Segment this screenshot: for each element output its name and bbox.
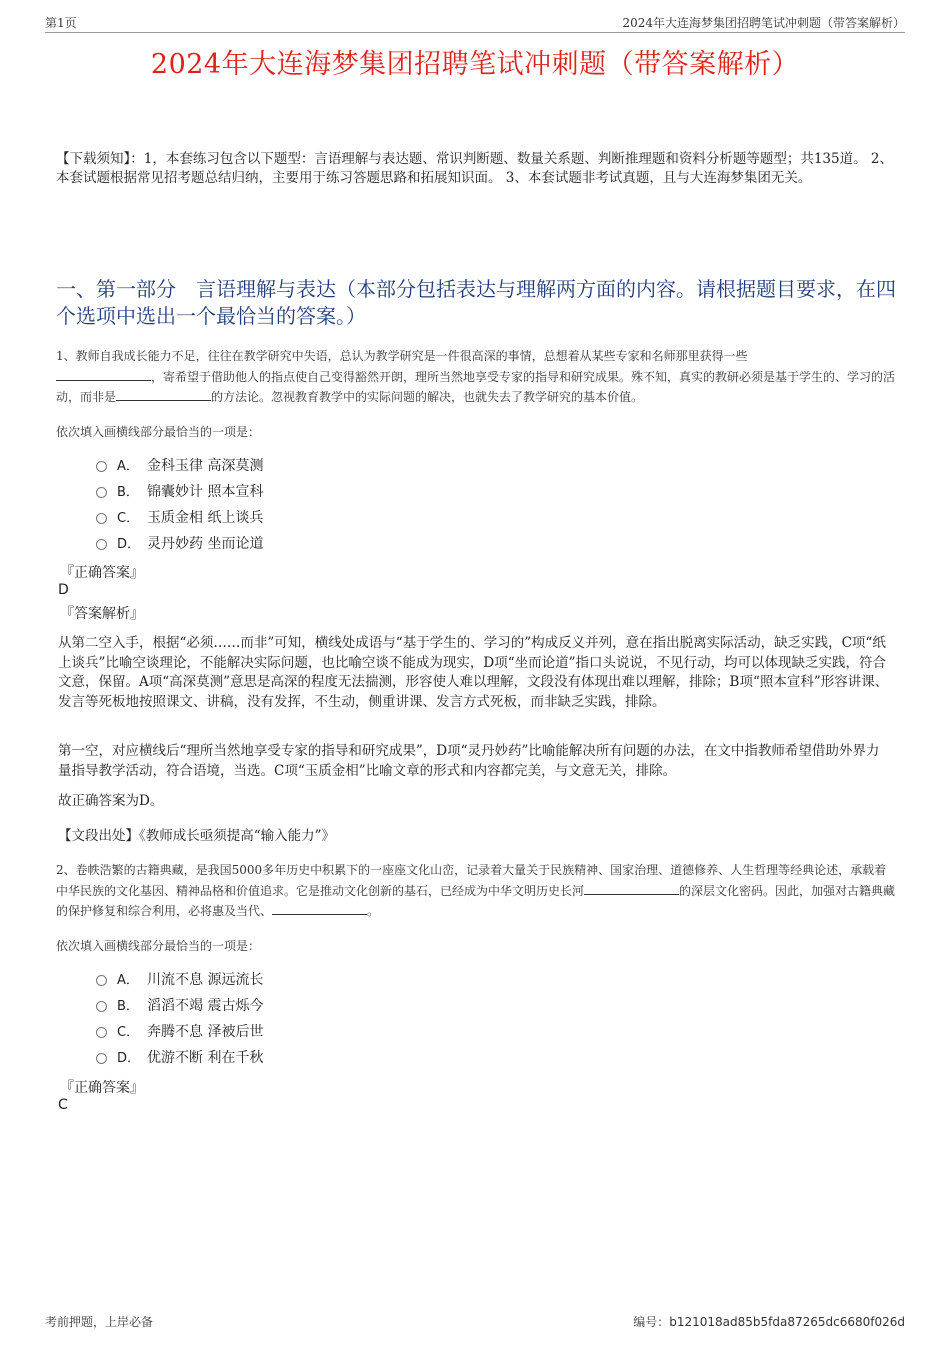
footer-slogan: 考前押题，上岸必备 <box>45 1315 154 1329</box>
footer-code: 编号：b121018ad85b5fda87265dc6680f026d <box>633 1315 905 1329</box>
download-notice: 【下载须知】：1，本套练习包含以下题型：言语理解与表达题、常识判断题、数量关系题、判断推理题和资料分析题等题型；共135道。 2、本套试题根据常见招考题总结归纳，主要用于练习答题思路和拓展知识面。 3、本套试题非考试真题，且与大连海梦集团无关。 <box>56 151 893 186</box>
q2-option-c[interactable]: C． 奔腾不息 泽被后世 <box>96 1022 263 1042</box>
q1-source: 【文段出处】《教师成长亟须提高“输入能力”》 <box>58 828 336 844</box>
header-doc-title: 2024年大连海梦集团招聘笔试冲刺题（带答案解析） <box>622 16 905 30</box>
q2-option-d[interactable]: D． 优游不断 利在千秋 <box>96 1048 263 1068</box>
q2-answer-label: 『正确答案』 <box>60 1080 144 1096</box>
question-1-text: 1、教师自我成长能力不足，往往在教学研究中失语，总认为教学研究是一件很高深的事情，总想着从某些专家和名师那里获得一些 ，寄希望于借助他人的指点使自己变得豁然开朗，理所当然地享受专家的指导和研究成果。殊不知，真实的教研必须是基于学生的、学习的活动，而非是 的方法论。忽视教育教学中的实际问题的解决，也就失去了教学研究的基本价值。 <box>56 349 896 404</box>
section-heading: 一、第一部分 言语理解与表达（本部分包括表达与理解两方面的内容。请根据题目要求，在四个选项中选出一个最恰当的答案。） <box>56 277 896 328</box>
q1-analysis-paragraph-2: 第一空，对应横线后“理所当然地享受专家的指导和研究成果”，D项“灵丹妙药”比喻能解决所有问题的办法，在文中指教师希望借助外界力量指导教学活动，符合语境，当选。C项“玉质金相”比喻文章的形式和内容都完美，与文意无关，排除。 <box>58 743 880 779</box>
blank-line <box>272 901 367 915</box>
radio-icon[interactable] <box>96 487 107 498</box>
q2-answer: C <box>58 1097 68 1113</box>
q1-option-c[interactable]: C． 玉质金相 纸上谈兵 <box>96 508 263 528</box>
document-title: 2024年大连海梦集团招聘笔试冲刺题（带答案解析） <box>150 49 800 80</box>
q1-conclusion: 故正确答案为D。 <box>58 793 164 809</box>
radio-icon[interactable] <box>96 1001 107 1012</box>
question-1-prompt: 依次填入画横线部分最恰当的一项是： <box>56 425 261 439</box>
radio-icon[interactable] <box>96 1027 107 1038</box>
q1-answer: D <box>58 582 69 598</box>
page-header <box>45 14 905 33</box>
q1-option-a[interactable]: A． 金科玉律 高深莫测 <box>96 456 263 476</box>
page-footer <box>45 1313 905 1331</box>
question-2-prompt: 依次填入画横线部分最恰当的一项是： <box>56 939 261 953</box>
radio-icon[interactable] <box>96 513 107 524</box>
q1-option-b[interactable]: B． 锦囊妙计 照本宣科 <box>96 482 263 502</box>
page-number: 第1页 <box>45 16 77 30</box>
radio-icon[interactable] <box>96 461 107 472</box>
q2-option-b[interactable]: B． 滔滔不竭 震古烁今 <box>96 996 263 1016</box>
q1-answer-label: 『正确答案』 <box>60 565 144 581</box>
q1-analysis-label: 『答案解析』 <box>60 606 144 622</box>
radio-icon[interactable] <box>96 975 107 986</box>
q1-analysis-paragraph-1: 从第二空入手，根据“必须……而非”可知，横线处成语与“基于学生的、学习的”构成反义并列，意在指出脱离实际活动，缺乏实践，C项“纸上谈兵”比喻空谈理论，不能解决实际问题，也比喻空谈不能成为现实，D项“坐而论道”指口头说说，不见行动，均可以体现缺乏实践，符合文意，保留。A项“高深莫测”意思是高深的程度无法揣测，形容使人难以理解，文段没有体现出难以理解，排除；B项“照本宣科”形容讲课、发言等死板地按照课文、讲稿，没有发挥，不生动，侧重讲课、发言方式死板，而非缺乏实践，排除。 <box>58 635 889 710</box>
radio-icon[interactable] <box>96 1053 107 1064</box>
blank-line <box>116 387 211 401</box>
question-2-text: 2、卷帙浩繁的古籍典藏，是我国5000多年历史中积累下的一座座文化山峦，记录着大量关于民族精神、国家治理、道德修养、人生哲理等经典论述，承载着中华民族的文化基因、精神品格和价值追求。它是推动文化创新的基石，已经成为中华文明历史长河 的深层文化密码。因此，加强对古籍典藏的保护修复和综合利用，必将惠及当代、 。 <box>56 863 896 918</box>
blank-line <box>56 367 151 381</box>
q2-option-a[interactable]: A． 川流不息 源远流长 <box>96 970 263 990</box>
blank-line <box>584 881 679 895</box>
q1-option-d[interactable]: D． 灵丹妙药 坐而论道 <box>96 534 263 554</box>
radio-icon[interactable] <box>96 539 107 550</box>
